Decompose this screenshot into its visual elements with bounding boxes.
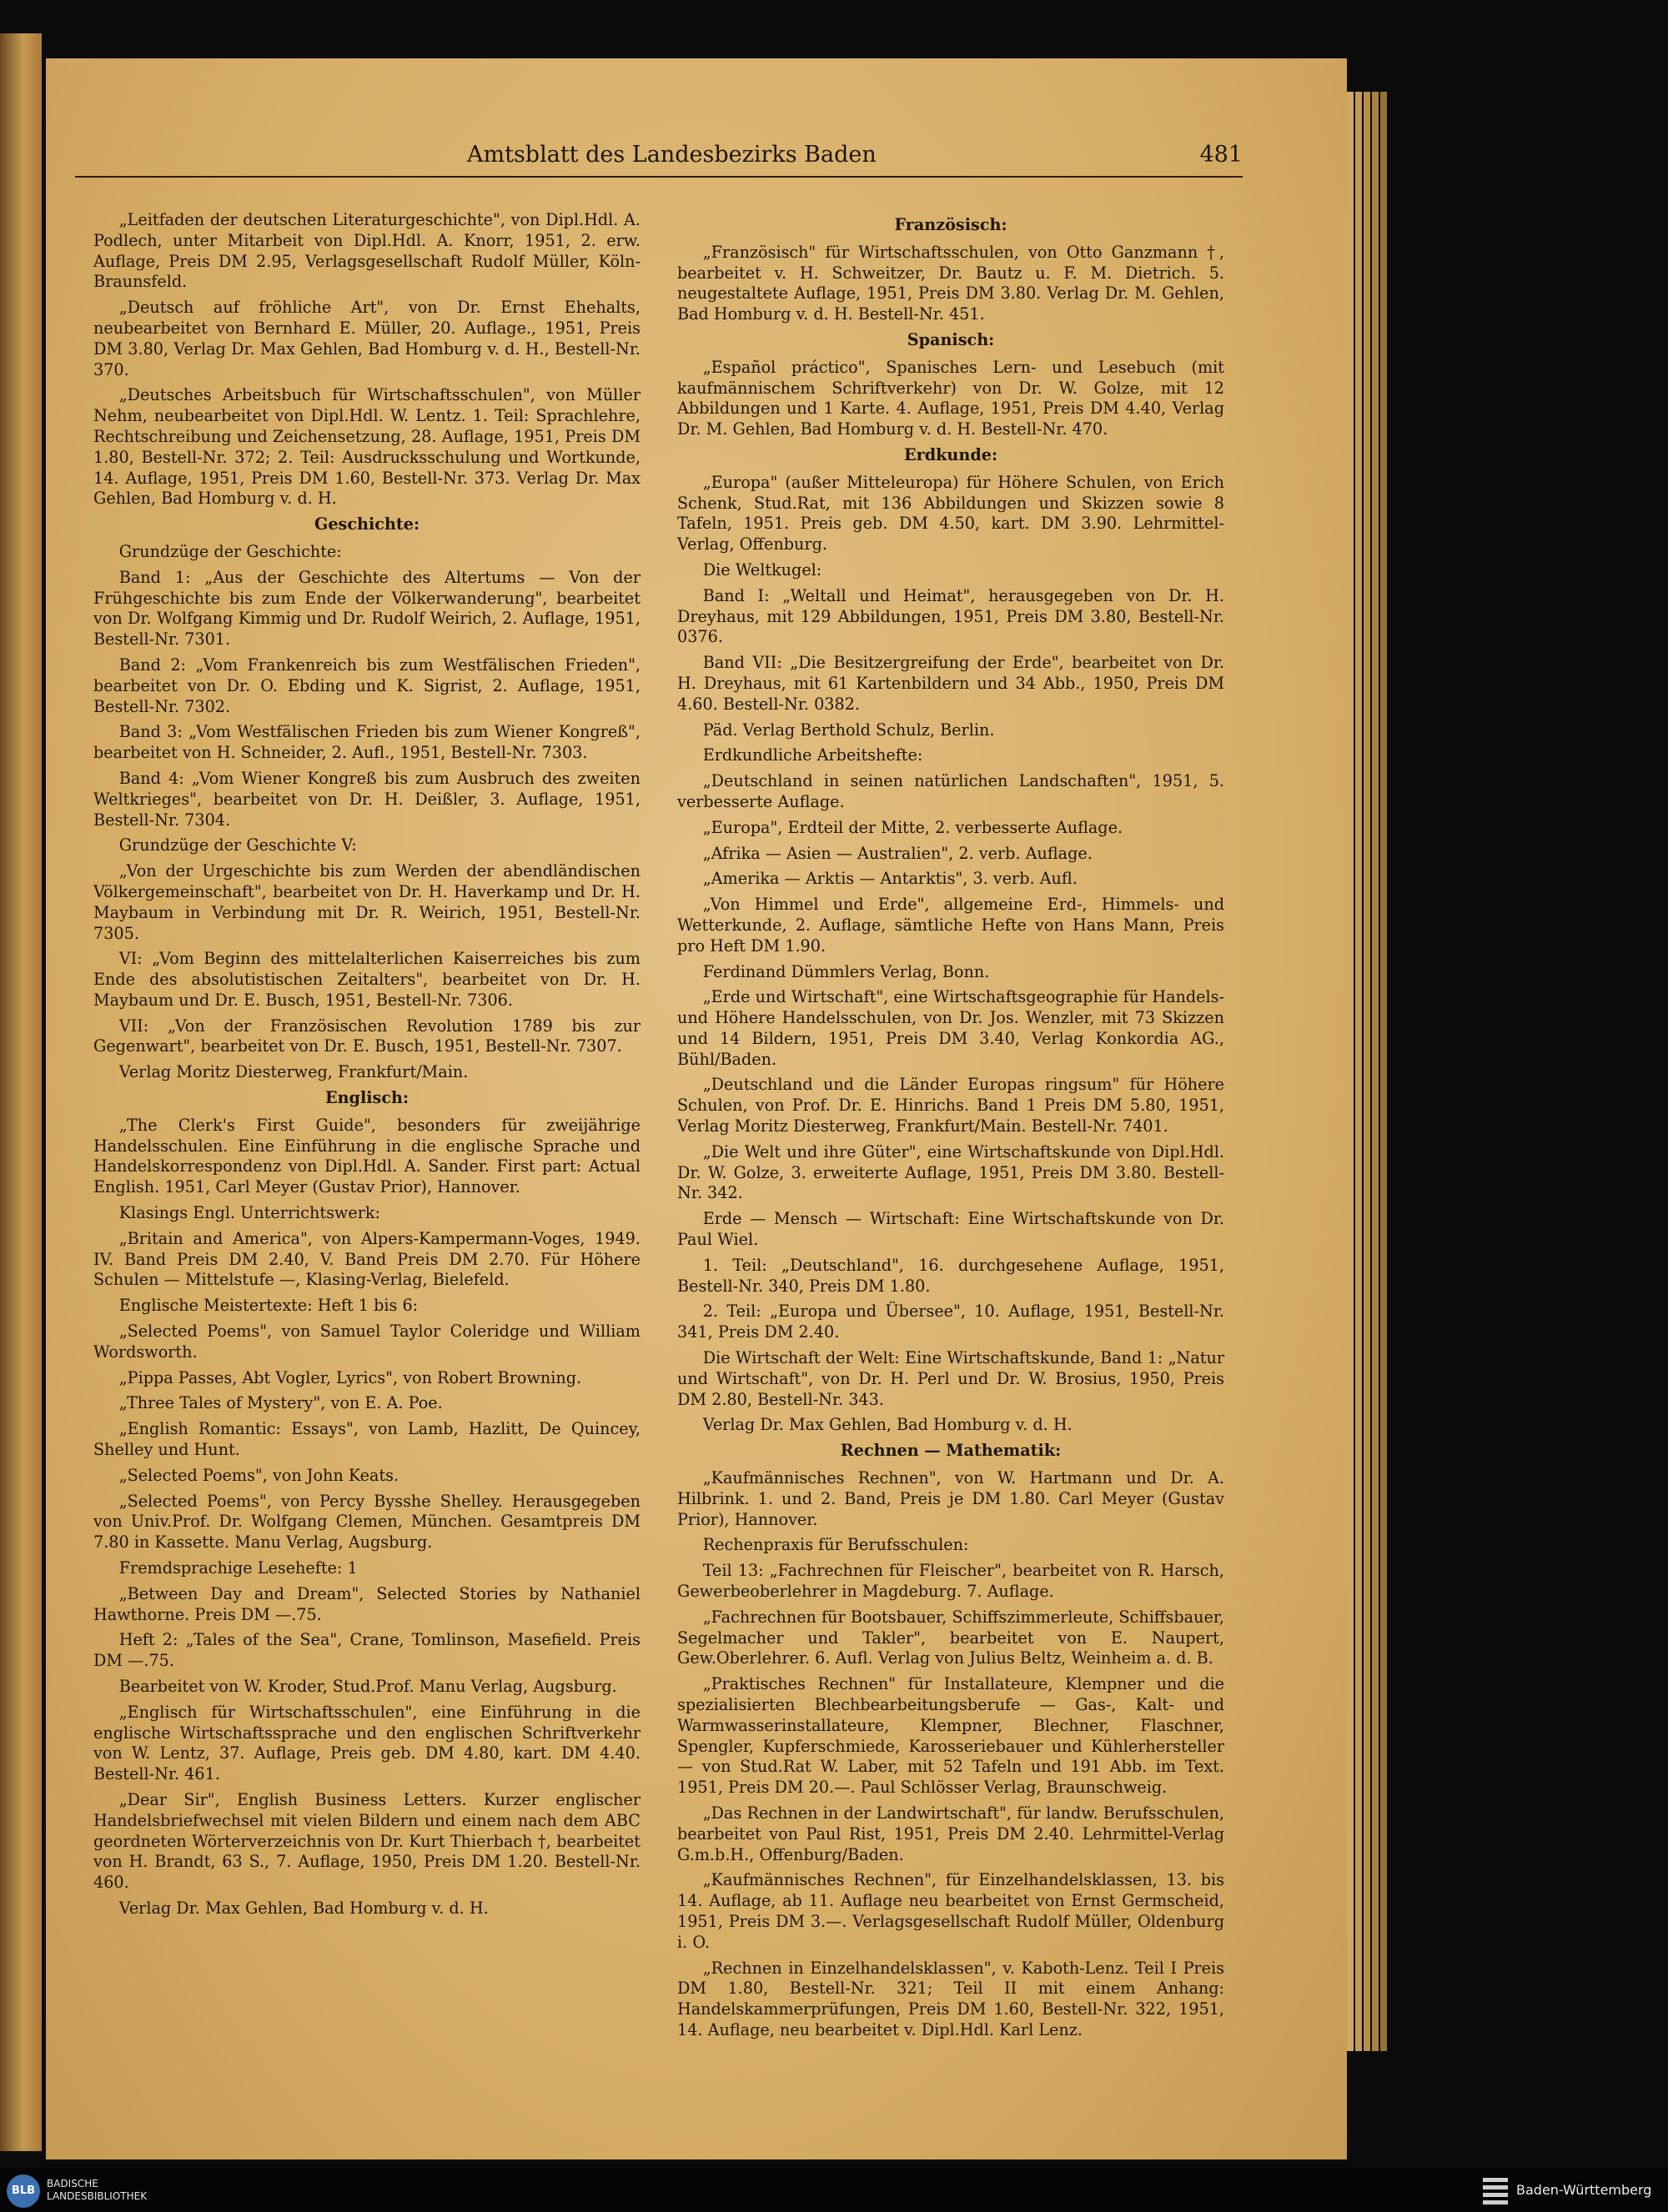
bibliography-entry: „Von Himmel und Erde", allgemeine Erd-, Himmels- und Wetterkunde, 2. Auflage, sämtliche Hefte von Hans Mann, Preis pro Heft DM 1.90. <box>677 895 1224 956</box>
bibliography-entry: „Europa", Erdteil der Mitte, 2. verbesserte Auflage. <box>702 817 1123 837</box>
bibliography-entry: Band I: „Weltall und Heimat", herausgegeben von Dr. H. Dreyhaus, mit 129 Abbildungen, 1951, Preis DM 3.80, Bestell-Nr. 0376. <box>677 585 1224 647</box>
bibliography-entry: Die Weltkugel: <box>702 559 822 579</box>
bibliography-entry: „Between Day and Dream", Selected Stories by Nathaniel Hawthorne. Preis DM —.75. <box>93 1583 641 1624</box>
bibliography-entry: Verlag Dr. Max Gehlen, Bad Homburg v. d. H. <box>702 1415 1073 1435</box>
section-heading: Rechnen — Mathematik: <box>840 1441 1062 1461</box>
bibliography-entry: „Europa" (außer Mitteleuropa) für Höhere Schulen, von Erich Schenk, Stud.Rat, mit 136 Abbildungen und Skizzen sowie 8 Tafeln, 1951. Preis geb. DM 4.50, kart. DM 3.90. Lehrmittel-Verlag, Offenburg. <box>677 472 1224 554</box>
page-edge <box>1355 92 1362 2051</box>
bibliography-entry: Band 3: „Vom Westfälischen Frieden bis zum Wiener Kongreß", bearbeitet von H. Schneider, 2. Aufl., 1951, Bestell-Nr. 7303. <box>93 722 641 763</box>
library-name-line2: LANDESBIBLIOTHEK <box>47 2190 148 2202</box>
bibliography-entry: Klasings Engl. Unterrichtswerk: <box>118 1203 380 1223</box>
bibliography-entry: Grundzüge der Geschichte: <box>118 541 342 561</box>
section-heading: Erdkunde: <box>903 444 998 464</box>
page-edge <box>1364 92 1370 2051</box>
bibliography-entry: „Von der Urgeschichte bis zum Werden der abendländischen Völkergemeinschaft", bearbeitet von Dr. H. Haverkamp und Dr. H. Maybaum in Verbindung mit Dr. R. Weirich, 1951, Bestell-Nr. 7305. <box>93 861 641 943</box>
library-name-line1: BADISCHE <box>47 2178 98 2189</box>
bibliography-entry: Band 4: „Vom Wiener Kongreß bis zum Ausbruch des zweiten Weltkrieges", bearbeitet von Dr. H. Deißler, 3. Auflage, 1951, Bestell-Nr. 7304. <box>93 768 641 830</box>
bibliography-entry: „Deutschland und die Länder Europas ringsum" für Höhere Schulen, von Prof. Dr. E. Hinrichs. Band 1 Preis DM 5.80, 1951, Verlag Moritz Diesterweg, Frankfurt/Main. Bestell-Nr. 7401. <box>677 1075 1224 1136</box>
bibliography-entry: Erdkundliche Arbeitshefte: <box>702 745 923 765</box>
bibliography-entry: „Die Welt und ihre Güter", eine Wirtschaftskunde von Dipl.Hdl. Dr. W. Golze, 3. erweiterte Auflage, 1951, Preis DM 3.80. Bestell-Nr. 342. <box>677 1141 1224 1203</box>
bibliography-entry: Verlag Dr. Max Gehlen, Bad Homburg v. d. H. <box>118 1898 489 1918</box>
bibliography-entry: „Rechnen in Einzelhandelsklassen", v. Kaboth-Lenz. Teil I Preis DM 1.80, Bestell-Nr. 321; Teil II mit einem Anhang: Handelskammerprüfungen, Preis DM 1.60, Bestell-Nr. 322, 1951, 14. Auflage, neu bearbeitet v. Dipl.Hdl. Karl Lenz. <box>677 1958 1224 2039</box>
footer-bar <box>0 2168 1668 2212</box>
bibliography-entry: „Three Tales of Mystery", von E. A. Poe. <box>118 1393 443 1413</box>
section-heading: Englisch: <box>324 1088 409 1108</box>
bibliography-entry: Ferdinand Dümmlers Verlag, Bonn. <box>702 961 990 981</box>
bibliography-entry: Grundzüge der Geschichte V: <box>118 835 357 855</box>
bibliography-entry: 2. Teil: „Europa und Übersee", 10. Auflage, 1951, Bestell-Nr. 341, Preis DM 2.40. <box>677 1302 1224 1342</box>
bibliography-entry: „Erde und Wirtschaft", eine Wirtschaftsgeographie für Handels- und Höhere Handelsschulen, von Dr. Jos. Wenzler, mit 73 Skizzen und 14 Bildern, 1951, Preis DM 3.40, Verlag Konkordia AG., Bühl/Baden. <box>677 987 1224 1069</box>
bibliography-entry: Verlag Moritz Diesterweg, Frankfurt/Main. <box>118 1062 469 1082</box>
bibliography-entry: Band 1: „Aus der Geschichte des Altertums — Von der Frühgeschichte bis zum Ende der Völkerwanderung", bearbeitet von Dr. Wolfgang Kimmig und Dr. Rudolf Weirich, 2. Auflage, 1951, Bestell-Nr. 7301. <box>93 567 641 650</box>
bibliography-entry: „English Romantic: Essays", von Lamb, Hazlitt, De Quincey, Shelley und Hunt. <box>93 1419 641 1460</box>
bibliography-entry: „Kaufmännisches Rechnen", für Einzelhandelsklassen, 13. bis 14. Auflage, ab 11. Auflage neu bearbeitet von Ernst Germscheid, 1951, Preis DM 3.—. Verlagsgesellschaft Rudolf Müller, Oldenburg i. O. <box>677 1870 1224 1952</box>
bibliography-entry: „Español práctico", Spanisches Lern- und Lesebuch (mit kaufmännischem Schriftverkehr) von Dr. W. Golze, mit 12 Abbildungen und 1 Karte. 4. Auflage, 1951, Preis DM 4.40, Verlag Dr. M. Gehlen, Bad Homburg v. d. H. Bestell-Nr. 470. <box>677 357 1224 439</box>
bibliography-entry: Band 2: „Vom Frankenreich bis zum Westfälischen Frieden", bearbeitet von Dr. O. Ebding und K. Sigrist, 2. Auflage, 1951, Bestell-Nr. 7302. <box>93 655 641 716</box>
page-edge <box>1372 92 1379 2051</box>
state-name: Baden-Württemberg <box>1516 2182 1652 2198</box>
section-heading: Spanisch: <box>907 329 995 349</box>
bibliography-entry: Päd. Verlag Berthold Schulz, Berlin. <box>702 720 995 740</box>
bibliography-entry: „Deutsch auf fröhliche Art", von Dr. Ernst Ehehalts, neubearbeitet von Bernhard E. Müller, 20. Auflage., 1951, Preis DM 3.80, Verlag Dr. Max Gehlen, Bad Homburg v. d. H., Bestell-Nr. 370. <box>93 298 641 379</box>
page-edge <box>1380 92 1387 2051</box>
right-column <box>677 210 1224 2041</box>
baden-wuerttemberg-emblem-icon <box>1483 2176 1508 2204</box>
page-header <box>75 142 1243 178</box>
bibliography-entry: „Deutschland in seinen natürlichen Landschaften", 1951, 5. verbesserte Auflage. <box>677 771 1224 811</box>
bibliography-entry: „Amerika — Arktis — Antarktis", 3. verb. Aufl. <box>702 869 1078 889</box>
bibliography-entry: „Das Rechnen in der Landwirtschaft", für landw. Berufsschulen, bearbeitet von Paul Rist, 1951, Preis DM 2.40. Lehrmittel-Verlag G.m.b.H., Offenburg/Baden. <box>677 1803 1224 1864</box>
bibliography-entry: 1. Teil: „Deutschland", 16. durchgesehene Auflage, 1951, Bestell-Nr. 340, Preis DM 1.80. <box>677 1255 1224 1296</box>
header-rule <box>75 176 1243 178</box>
section-heading: Französisch: <box>894 215 1007 234</box>
bibliography-entry: „Afrika — Asien — Australien", 2. verb. Auflage. <box>702 843 1093 863</box>
bibliography-entry: „Dear Sir", English Business Letters. Kurzer englischer Handelsbriefwechsel mit vielen Bildern und einem nach dem ABC geordneten Wörterverzeichnis von Dr. Kurt Thierbach †, bearbeitet von H. Brandt, 63 S., 7. Auflage, 1950, Preis DM 1.20. Bestell-Nr. 460. <box>93 1789 641 1893</box>
bibliography-entry: „Kaufmännisches Rechnen", von W. Hartmann und Dr. A. Hilbrink. 1. und 2. Band, Preis je DM 1.80. Carl Meyer (Gustav Prior), Hannover. <box>677 1468 1224 1529</box>
publication-title: Amtsblatt des Landesbezirks Baden <box>467 142 877 168</box>
bibliography-entry: „Selected Poems", von Percy Bysshe Shelley. Herausgegeben von Univ.Prof. Dr. Wolfgang Clemen, München. Gesamtpreis DM 7.80 in Kassette. Manu Verlag, Augsburg. <box>93 1491 641 1552</box>
library-name <box>47 2178 147 2203</box>
page-number: 481 <box>1199 142 1243 168</box>
bibliography-entry: „Deutsches Arbeitsbuch für Wirtschaftsschulen", von Müller Nehm, neubearbeitet von Dipl.Hdl. W. Lentz. 1. Teil: Sprachlehre, Rechtschreibung und Zeichensetzung, 28. Auflage, 1951, Preis DM 1.80, Bestell-Nr. 372; 2. Teil: Ausdrucksschulung und Wortkunde, 14. Auflage, 1951, Preis DM 1.60, Bestell-Nr. 373. Verlag Dr. Max Gehlen, Bad Homburg v. d. H. <box>93 385 641 509</box>
bibliography-entry: „Französisch" für Wirtschaftsschulen, von Otto Ganzmann †, bearbeitet v. H. Schweitzer, Dr. Bautz u. F. M. Dietrich. 5. neugestaltete Auflage, 1951, Preis DM 3.80. Verlag Dr. M. Gehlen, Bad Homburg v. d. H. Bestell-Nr. 451. <box>677 242 1224 324</box>
bibliography-entry: Bearbeitet von W. Kroder, Stud.Prof. Manu Verlag, Augsburg. <box>118 1677 617 1696</box>
bibliography-entry: VI: „Vom Beginn des mittelalterlichen Kaiserreiches bis zum Ende des absolutistischen Zeitalters", bearbeitet von Dr. H. Maybaum und Dr. E. Busch, 1951, Bestell-Nr. 7306. <box>93 949 641 1010</box>
bibliography-entry: „Fachrechnen für Bootsbauer, Schiffszimmerleute, Schiffsbauer, Segelmacher und Takler", bearbeitet von E. Naupert, Gew.Oberlehrer. 6. Aufl. Verlag von Julius Beltz, Weinheim a. d. B. <box>677 1607 1224 1668</box>
bibliography-entry: „Leitfaden der deutschen Literaturgeschichte", von Dipl.Hdl. A. Podlech, unter Mitarbeit von Dipl.Hdl. A. Knorr, 1951, 2. erw. Auflage, Preis DM 2.95, Verlagsgesellschaft Rudolf Müller, Köln-Braunsfeld. <box>93 210 641 292</box>
blb-logo-icon: BLB <box>7 2174 40 2208</box>
bibliography-entry: „Britain and America", von Alpers-Kampermann-Voges, 1949. IV. Band Preis DM 2.40, V. Band Preis DM 2.70. Für Höhere Schulen — Mittelstufe —, Klasing-Verlag, Bielefeld. <box>93 1228 641 1290</box>
bibliography-entry: Heft 2: „Tales of the Sea", Crane, Tomlinson, Masefield. Preis DM —.75. <box>93 1630 641 1671</box>
left-column <box>93 210 641 1919</box>
page-edge <box>1347 92 1354 2051</box>
bibliography-entry: „The Clerk's First Guide", besonders für zweijährige Handelsschulen. Eine Einführung in die englische Sprache und Handelskorrespondenz von Dipl.Hdl. A. Sander. First part: Actual English. 1951, Carl Meyer (Gustav Prior), Hannover. <box>93 1115 641 1197</box>
bibliography-entry: Teil 13: „Fachrechnen für Fleischer", bearbeitet von R. Harsch, Gewerbeoberlehrer in Magdeburg. 7. Auflage. <box>677 1561 1224 1602</box>
bibliography-entry: „Selected Poems", von John Keats. <box>118 1465 399 1485</box>
bibliography-entry: Fremdsprachige Lesehefte: 1 <box>118 1558 358 1578</box>
section-heading: Geschichte: <box>314 514 420 534</box>
bibliography-entry: Englische Meistertexte: Heft 1 bis 6: <box>118 1296 419 1316</box>
bibliography-entry: Die Wirtschaft der Welt: Eine Wirtschaftskunde, Band 1: „Natur und Wirtschaft", von Dr. H. Perl und Dr. W. Brosius, 1950, Preis DM 2.80, Bestell-Nr. 343. <box>677 1348 1224 1409</box>
bibliography-entry: Band VII: „Die Besitzergreifung der Erde", bearbeitet von Dr. H. Dreyhaus, mit 61 Kartenbildern und 34 Abb., 1950, Preis DM 4.60. Bestell-Nr. 0382. <box>677 653 1224 714</box>
bibliography-entry: „Englisch für Wirtschaftsschulen", eine Einführung in die englische Wirtschaftssprache und den englischen Schriftverkehr von W. Lentz, 37. Auflage, Preis geb. DM 4.80, kart. DM 4.40. Bestell-Nr. 461. <box>93 1702 641 1784</box>
bibliography-entry: „Pippa Passes, Abt Vogler, Lyrics", von Robert Browning. <box>118 1367 582 1387</box>
bibliography-entry: Erde — Mensch — Wirtschaft: Eine Wirtschaftskunde von Dr. Paul Wiel. <box>677 1209 1224 1250</box>
bibliography-entry: Rechenpraxis für Berufsschulen: <box>702 1535 969 1555</box>
book-binding <box>0 33 42 2151</box>
bibliography-entry: „Selected Poems", von Samuel Taylor Coleridge und William Wordsworth. <box>93 1322 641 1362</box>
bibliography-entry: VII: „Von der Französischen Revolution 1789 bis zur Gegenwart", bearbeitet von Dr. E. Busch, 1951, Bestell-Nr. 7307. <box>93 1016 641 1056</box>
bibliography-entry: „Praktisches Rechnen" für Installateure, Klempner und die spezialisierten Blechbearbeitungsberufe — Gas-, Kalt- und Warmwasserinstallateure, Klempner, Blechner, Flaschner, Spengler, Kupferschmiede, Karosseriebauer und Kühlerhersteller — von Stud.Rat W. Laber, mit 52 Tafeln und 191 Abb. im Text. 1951, Preis DM 20.—. Paul Schlösser Verlag, Braunschweig. <box>677 1674 1224 1798</box>
